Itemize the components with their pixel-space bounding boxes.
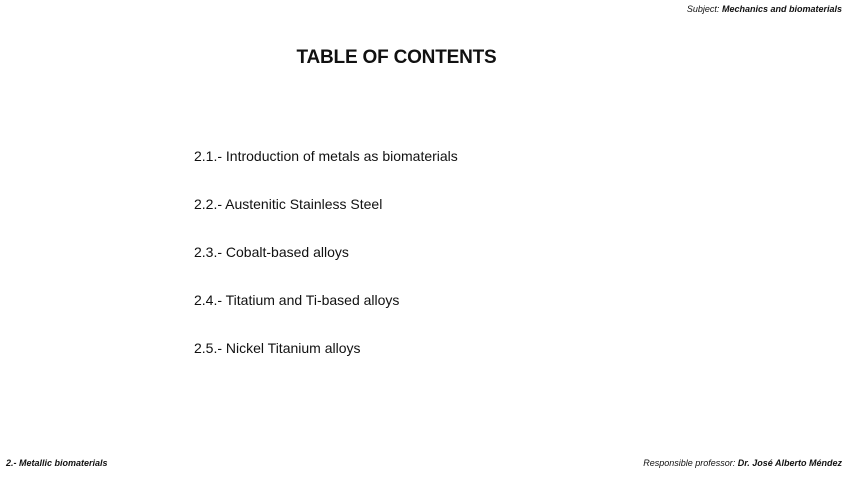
toc-item-2-3: 2.3.- Cobalt-based alloys xyxy=(194,244,349,260)
toc-item-2-1: 2.1.- Introduction of metals as biomaterials xyxy=(194,148,458,164)
toc-item-2-4: 2.4.- Titatium and Ti-based alloys xyxy=(194,292,400,308)
subject-header xyxy=(687,4,842,14)
subject-value: Mechanics and biomaterials xyxy=(721,4,842,14)
chapter-footer: 2.- Metallic biomaterials xyxy=(6,458,108,468)
toc-item-2-5: 2.5.- Nickel Titanium alloys xyxy=(194,340,361,356)
professor-label: Responsible professor: xyxy=(643,458,736,468)
professor-name: Dr. José Alberto Méndez xyxy=(737,458,842,468)
toc-item-2-2: 2.2.- Austenitic Stainless Steel xyxy=(194,196,383,212)
toc-list xyxy=(194,146,458,386)
subject-label: Subject: xyxy=(686,4,720,14)
page-title: TABLE OF CONTENTS xyxy=(296,47,497,68)
professor-footer xyxy=(643,458,842,468)
